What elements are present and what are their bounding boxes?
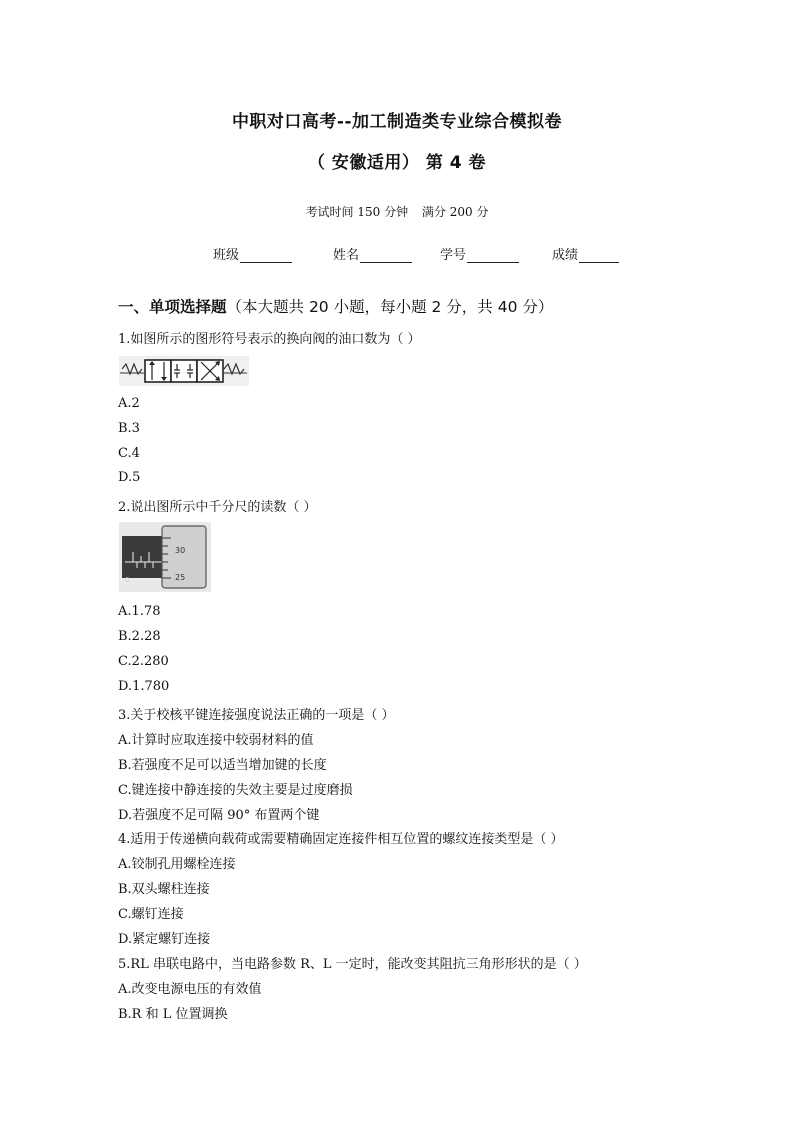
q3-option-b: B.若强度不足可以适当增加键的长度 [118, 758, 327, 773]
thimble-label-30: 30 [175, 546, 186, 555]
q1-option-c: C.4 [118, 446, 140, 461]
score-blank[interactable] [579, 248, 619, 263]
section-title: 一、单项选择题 [118, 298, 227, 316]
class-label: 班级 [213, 248, 240, 263]
class-field [213, 244, 333, 263]
q2-option-b: B.2.28 [118, 629, 161, 644]
q3-option-a: A.计算时应取连接中较弱材料的值 [118, 733, 314, 748]
full-score: 满分 200 分 [421, 205, 489, 219]
exam-meta [0, 203, 794, 220]
q4-option-a: A.铰制孔用螺栓连接 [118, 857, 236, 872]
q5-option-b: B.R 和 L 位置调换 [118, 1007, 228, 1022]
q1-option-d: D.5 [118, 470, 141, 485]
directional-valve-symbol-figure [119, 356, 249, 386]
score-field [552, 244, 642, 263]
q4-option-c: C.螺钉连接 [118, 907, 184, 922]
question-3-stem: 3.关于校核平键连接强度说法正确的一项是（ ） [118, 708, 395, 723]
q1-option-a: A.2 [118, 396, 140, 411]
question-1-stem: 1.如图所示的图形符号表示的换向阀的油口数为（ ） [118, 332, 421, 347]
q4-option-d: D.紧定螺钉连接 [118, 932, 211, 947]
name-blank[interactable] [360, 248, 412, 263]
q3-option-c: C.键连接中静连接的失效主要是过度磨损 [118, 783, 353, 798]
question-5-stem: 5.RL 串联电路中，当电路参数 R、L 一定时，能改变其阻抗三角形形状的是（ ） [118, 957, 587, 972]
q3-option-d: D.若强度不足可隔 90° 布置两个键 [118, 808, 320, 823]
q4-option-b: B.双头螺柱连接 [118, 882, 210, 897]
score-label: 成绩 [552, 248, 579, 263]
thimble-label-25: 25 [175, 573, 186, 582]
question-4-stem: 4.适用于传递横向载荷或需要精确固定连接件相互位置的螺纹连接类型是（ ） [118, 832, 564, 847]
sleeve-label-0: 0 [125, 576, 130, 584]
student-id-label: 学号 [440, 248, 467, 263]
exam-title: 中职对口高考--加工制造类专业综合模拟卷 [231, 112, 563, 132]
q1-option-b: B.3 [118, 421, 140, 436]
exam-subtitle: （ 安徽适用） 第 4 卷 [307, 153, 486, 173]
class-blank[interactable] [240, 248, 292, 263]
q2-option-a: A.1.78 [118, 604, 161, 619]
q2-option-c: C.2.280 [118, 654, 169, 669]
exam-time: 考试时间 150 分钟 [305, 205, 409, 219]
q5-option-a: A.改变电源电压的有效值 [118, 982, 262, 997]
section-heading [118, 295, 553, 317]
student-info-row [213, 244, 642, 263]
q2-option-d: D.1.780 [118, 679, 170, 694]
micrometer-figure [119, 522, 211, 592]
student-id-field [440, 244, 552, 263]
section-note: （本大题共 20 小题，每小题 2 分，共 40 分） [226, 298, 554, 316]
student-id-blank[interactable] [467, 248, 519, 263]
name-field [333, 244, 440, 263]
name-label: 姓名 [333, 248, 360, 263]
question-2-stem: 2.说出图所示中千分尺的读数（ ） [118, 500, 317, 515]
